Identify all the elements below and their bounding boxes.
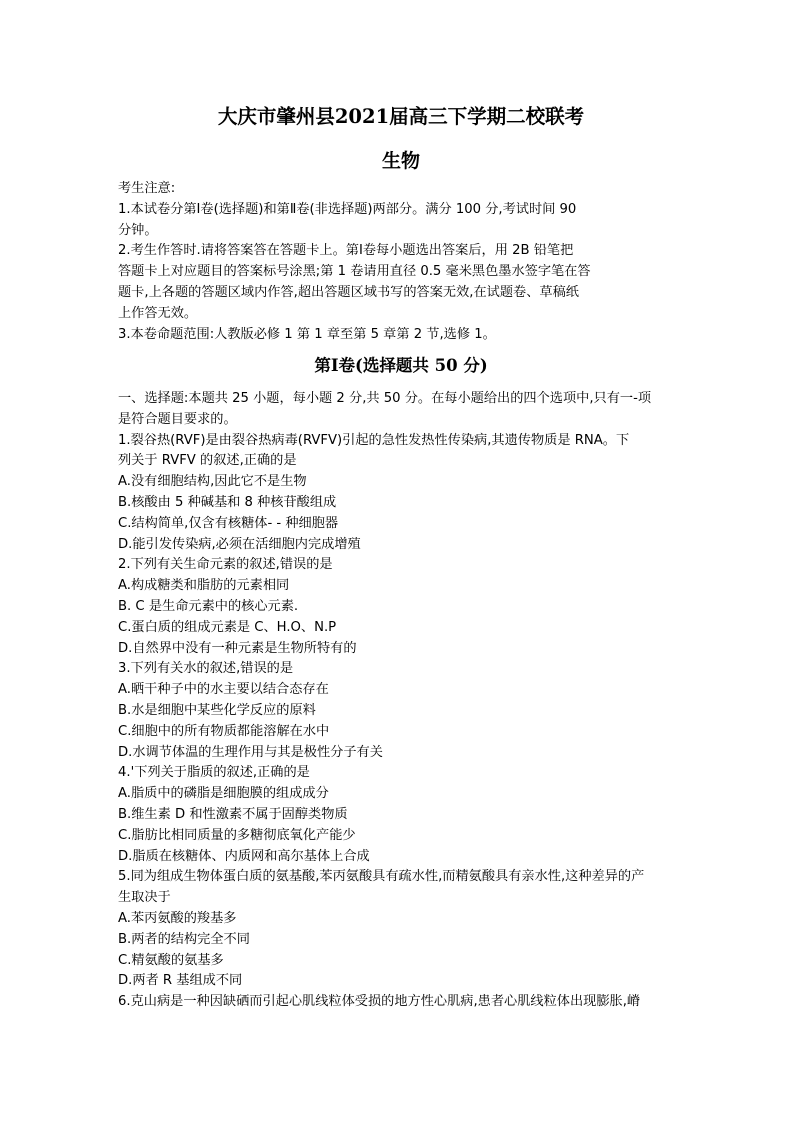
question-option: A.没有细胞结构,因此它不是生物 (118, 474, 307, 490)
notice-line: 1.本试卷分第Ⅰ卷(选择题)和第Ⅱ卷(非选择题)两部分。满分 100 分,考试时间 90 (118, 201, 577, 217)
notice-line: 分钟。 (118, 222, 158, 238)
subject-title: 生物 (381, 150, 420, 172)
notice-line: 3.本卷命题范围:人教版必修 1 第 1 章至第 5 章第 2 节,选修 1。 (118, 326, 496, 342)
exam-title: 大庆市肇州县2021届高三下学期二校联考 (217, 105, 585, 128)
notice-line: 答题卡上对应题目的答案标号涂黑;第 1 卷请用直径 0.5 毫米黑色墨水签字笔在答 (118, 264, 591, 280)
question-option: D.水调节体温的生理作用与其是极性分子有关 (118, 744, 383, 760)
question-stem: 1.裂谷热(RVF)是由裂谷热病毒(RVFV)引起的急性发热性传染病,其遗传物质是 RNA。下 (118, 432, 630, 448)
question-option: B.核酸由 5 种碱基和 8 种核苷酸组成 (118, 494, 337, 510)
candidate-notice (118, 179, 684, 345)
question-stem: 4.'下列关于脂质的叙述,正确的是 (118, 765, 310, 781)
question-option: A.构成糖类和脂肪的元素相同 (118, 578, 290, 594)
question-option: D.自然界中没有一种元素是生物所特有的 (118, 640, 357, 656)
question-option: A.晒干种子中的水主要以结合态存在 (118, 682, 329, 698)
question-stem: 2.下列有关生命元素的叙述,错误的是 (118, 557, 333, 573)
questions-list (118, 389, 684, 1013)
question-option: B.两者的结构完全不同 (118, 931, 250, 947)
question-option: D.脂质在核糖体、内质网和高尔基体上合成 (118, 848, 370, 864)
question-stem: 5.同为组成生物体蛋白质的氨基酸,苯丙氨酸具有疏水性,而精氨酸具有亲水性,这种差异的产 (118, 869, 645, 885)
notice-line: 题卡,上各题的答题区域内作答,超出答题区域书写的答案无效,在试题卷、草稿纸 (118, 284, 579, 300)
section-title: 第Ⅰ卷(选择题共 50 分) (314, 356, 488, 375)
question-option: B.水是细胞中某些化学反应的原料 (118, 702, 316, 718)
section-instruction: 是符合题目要求的。 (118, 411, 237, 427)
question-stem: 生取决于 (118, 890, 171, 906)
question-option: B. C 是生命元素中的核心元素. (118, 598, 299, 614)
question-option: A.苯丙氨酸的羧基多 (118, 910, 237, 926)
question-option: D.能引发传染病,必须在活细胞内完成增殖 (118, 536, 361, 552)
question-option: C.精氨酸的氨基多 (118, 952, 224, 968)
question-option: A.脂质中的磷脂是细胞膜的组成成分 (118, 786, 329, 802)
question-stem: 列关于 RVFV 的叙述,正确的是 (118, 453, 297, 469)
notice-line: 2.考生作答时.请将答案答在答题卡上。第Ⅰ卷每小题选出答案后，用 2B 铅笔把 (118, 243, 574, 259)
question-option: C.细胞中的所有物质都能溶解在水中 (118, 723, 330, 739)
question-stem: 3.下列有关水的叙述,错误的是 (118, 661, 294, 677)
question-option: C.结构简单,仅含有核糖体- - 种细胞器 (118, 515, 339, 531)
section-instruction: 一、选择题:本题共 25 小题，每小题 2 分,共 50 分。在每小题给出的四个选项中,只有一-项 (118, 391, 652, 406)
question-stem: 6.克山病是一种因缺硒而引起心肌线粒体受损的地方性心肌病,患者心肌线粒体出现膨胀,嵴 (118, 994, 641, 1010)
question-option: C.脂肪比相同质量的多糖彻底氧化产能少 (118, 827, 356, 843)
notice-line: 上作答无效。 (118, 305, 198, 321)
question-option: D.两者 R 基组成不同 (118, 973, 243, 989)
question-option: C.蛋白质的组成元素是 C、H.O、N.P (118, 619, 337, 635)
notice-heading: 考生注意: (118, 181, 176, 196)
question-option: B.维生素 D 和性激素不属于固醇类物质 (118, 806, 348, 822)
